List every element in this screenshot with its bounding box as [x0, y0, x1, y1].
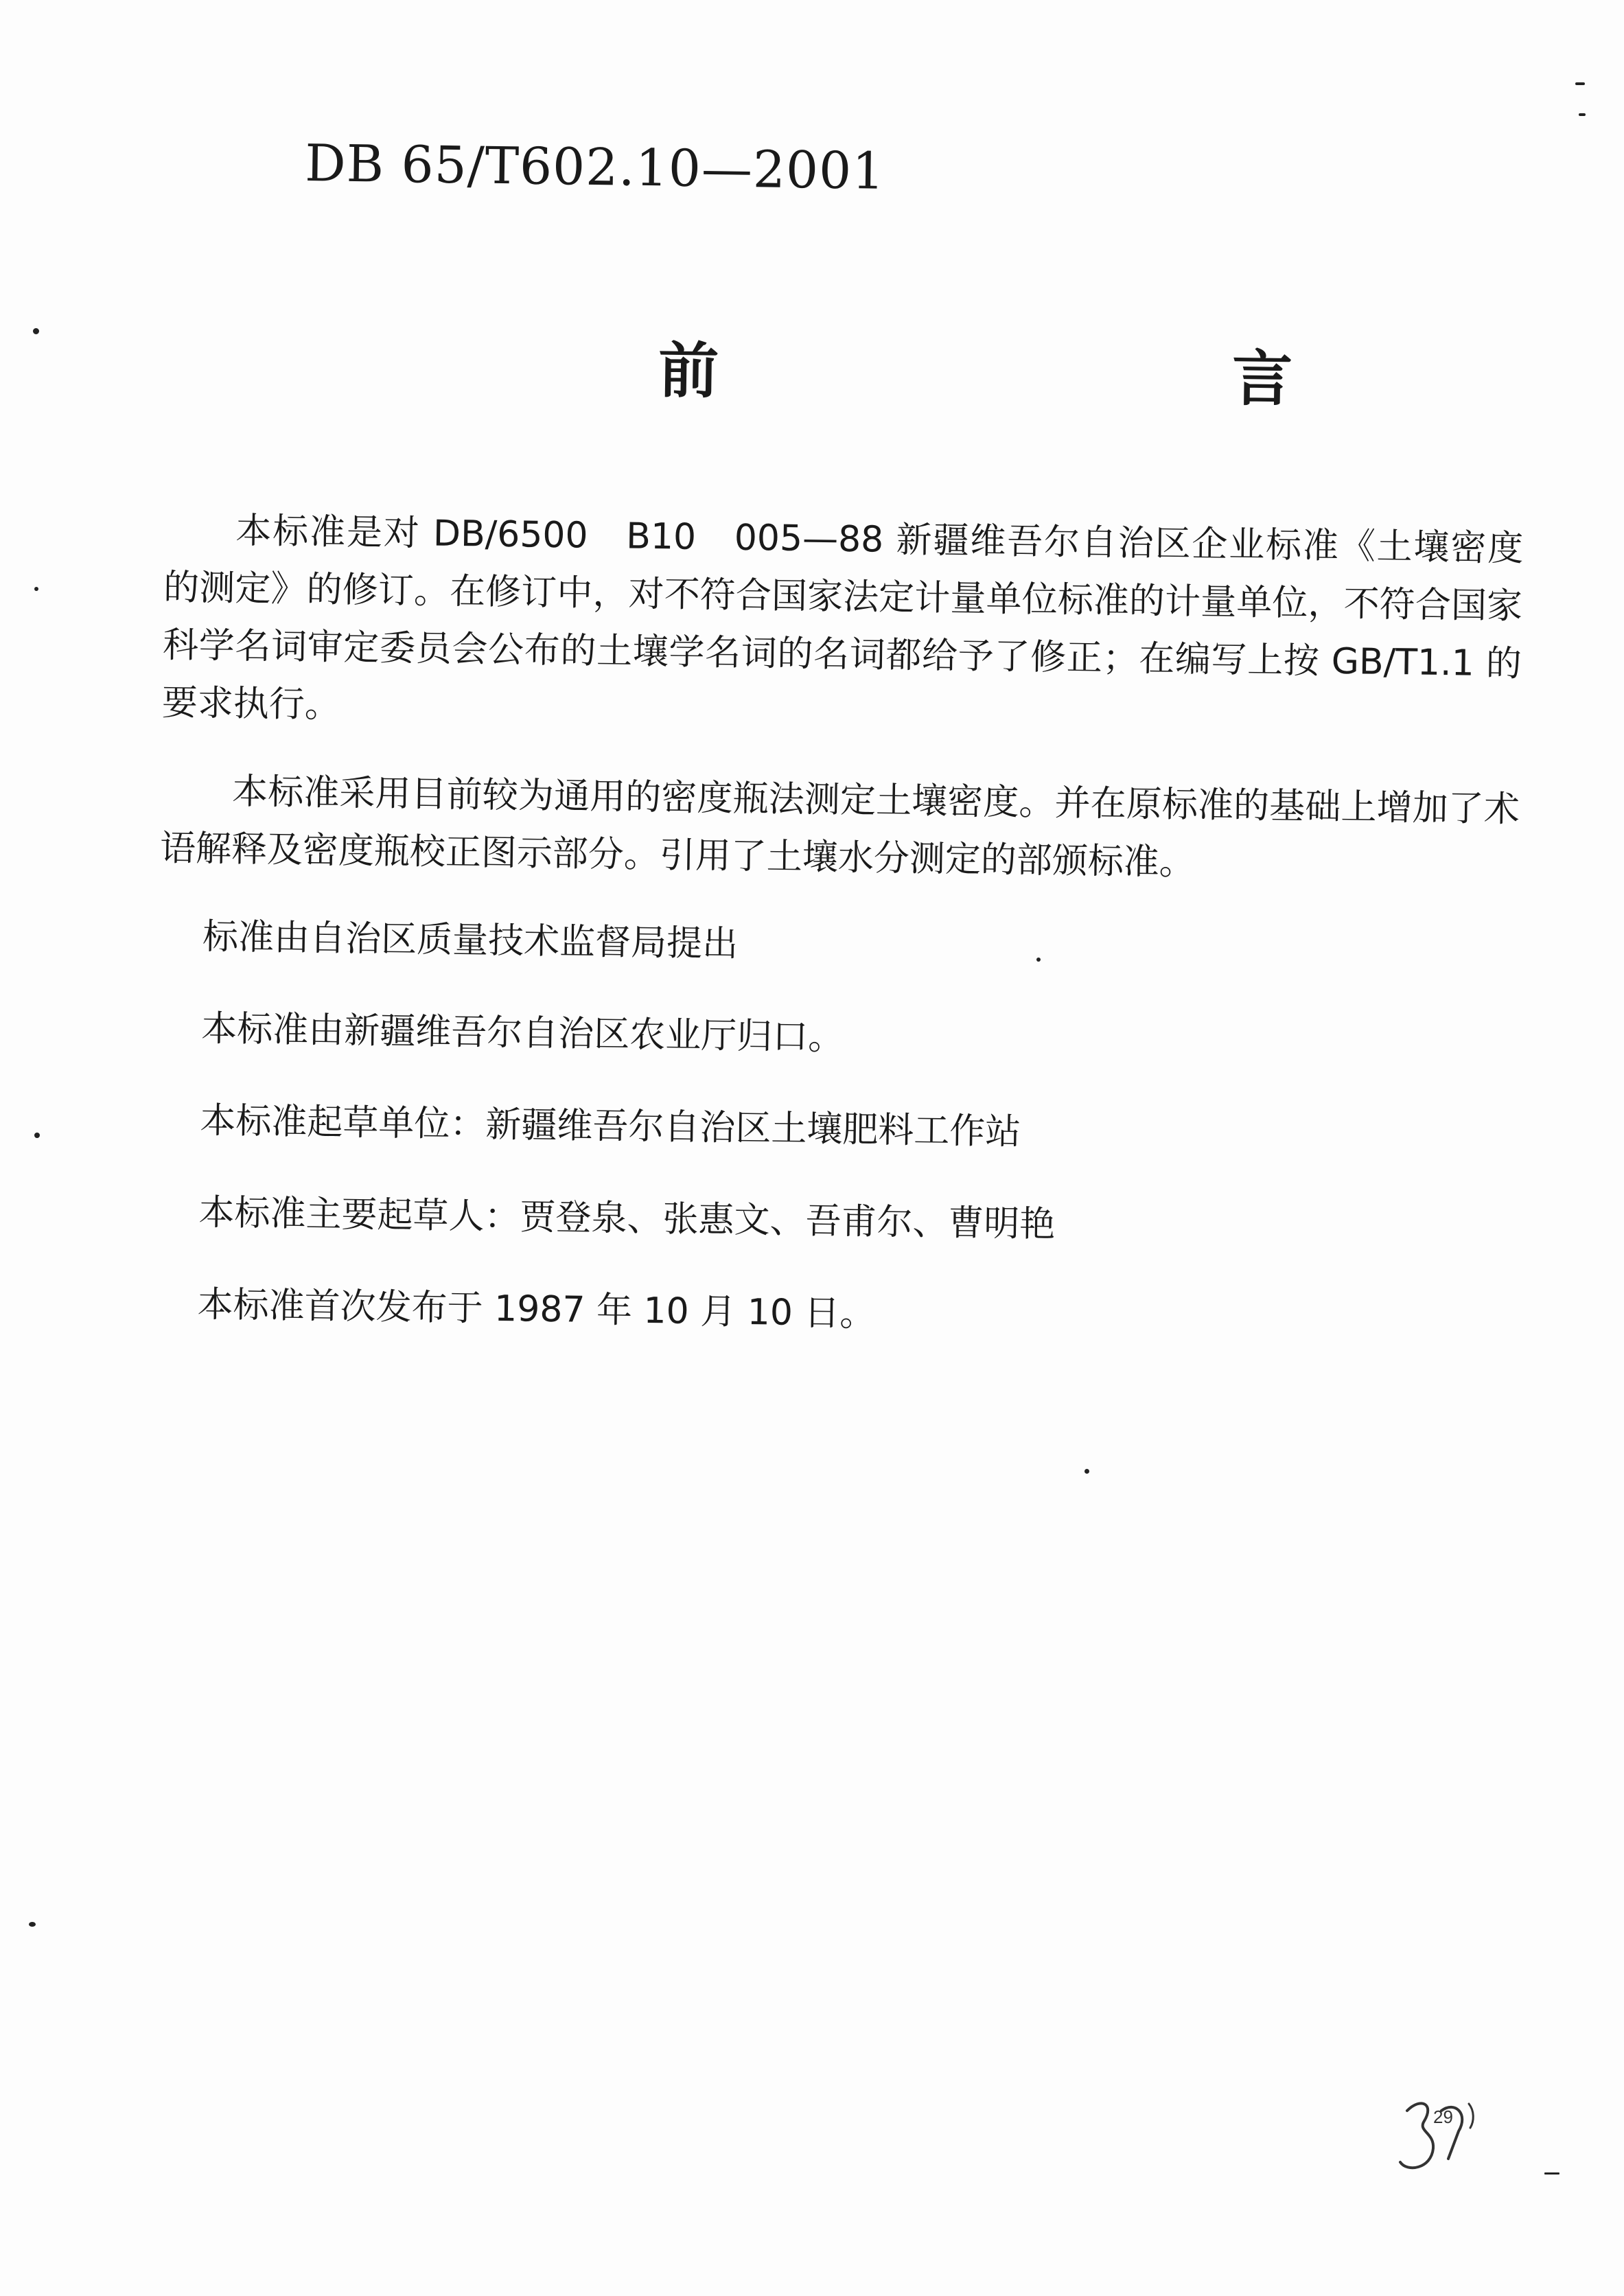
scan-speck — [34, 1133, 40, 1138]
handwritten-page-mark — [1393, 2083, 1483, 2186]
line-drafting-unit: 本标准起草单位：新疆维吾尔自治区土壤肥料工作站 — [199, 1100, 1021, 1153]
scan-speck — [1544, 2172, 1559, 2175]
scan-speck — [1084, 1469, 1089, 1474]
scan-speck — [1575, 82, 1585, 85]
page-title: 前 言 — [658, 334, 1520, 418]
paragraph-revision: 本标准是对 DB/6500 B10 005—88 新疆维吾尔自治区企业标准《土壤密度的测定》的修订。在修订中，对不符合国家法定计量单位标准的计量单位，不符合国家科学名词审定委员会公布的土壤学名词的名词都给予了修正；在编写上按 GB/T1.1 的要求执行。 — [161, 510, 1524, 726]
scan-speck — [1036, 958, 1041, 962]
line-administrator: 本标准由新疆维吾尔自治区农业厅归口。 — [200, 1008, 844, 1058]
line-proposer: 标准由自治区质量技术监督局提出 — [202, 916, 739, 965]
svg-text:29: 29 — [1433, 2107, 1453, 2127]
document-body — [152, 501, 1523, 1387]
document-code: DB 65/T602.10—2001 — [304, 134, 885, 201]
line-drafters: 本标准主要起草人：贾登泉、张惠文、吾甫尔、曹明艳 — [198, 1192, 1056, 1246]
scan-speck — [34, 587, 38, 591]
scan-speck — [29, 1922, 36, 1927]
line-first-issue: 本标准首次发布于 1987 年 10 月 10 日。 — [197, 1284, 876, 1335]
paragraph-method: 本标准采用目前较为通用的密度瓶法测定土壤密度。并在原标准的基础上增加了术语解释及密度瓶校正图示部分。引用了土壤水分测定的部颁标准。 — [159, 771, 1520, 884]
scan-speck — [33, 328, 39, 334]
scan-speck — [1579, 113, 1586, 116]
